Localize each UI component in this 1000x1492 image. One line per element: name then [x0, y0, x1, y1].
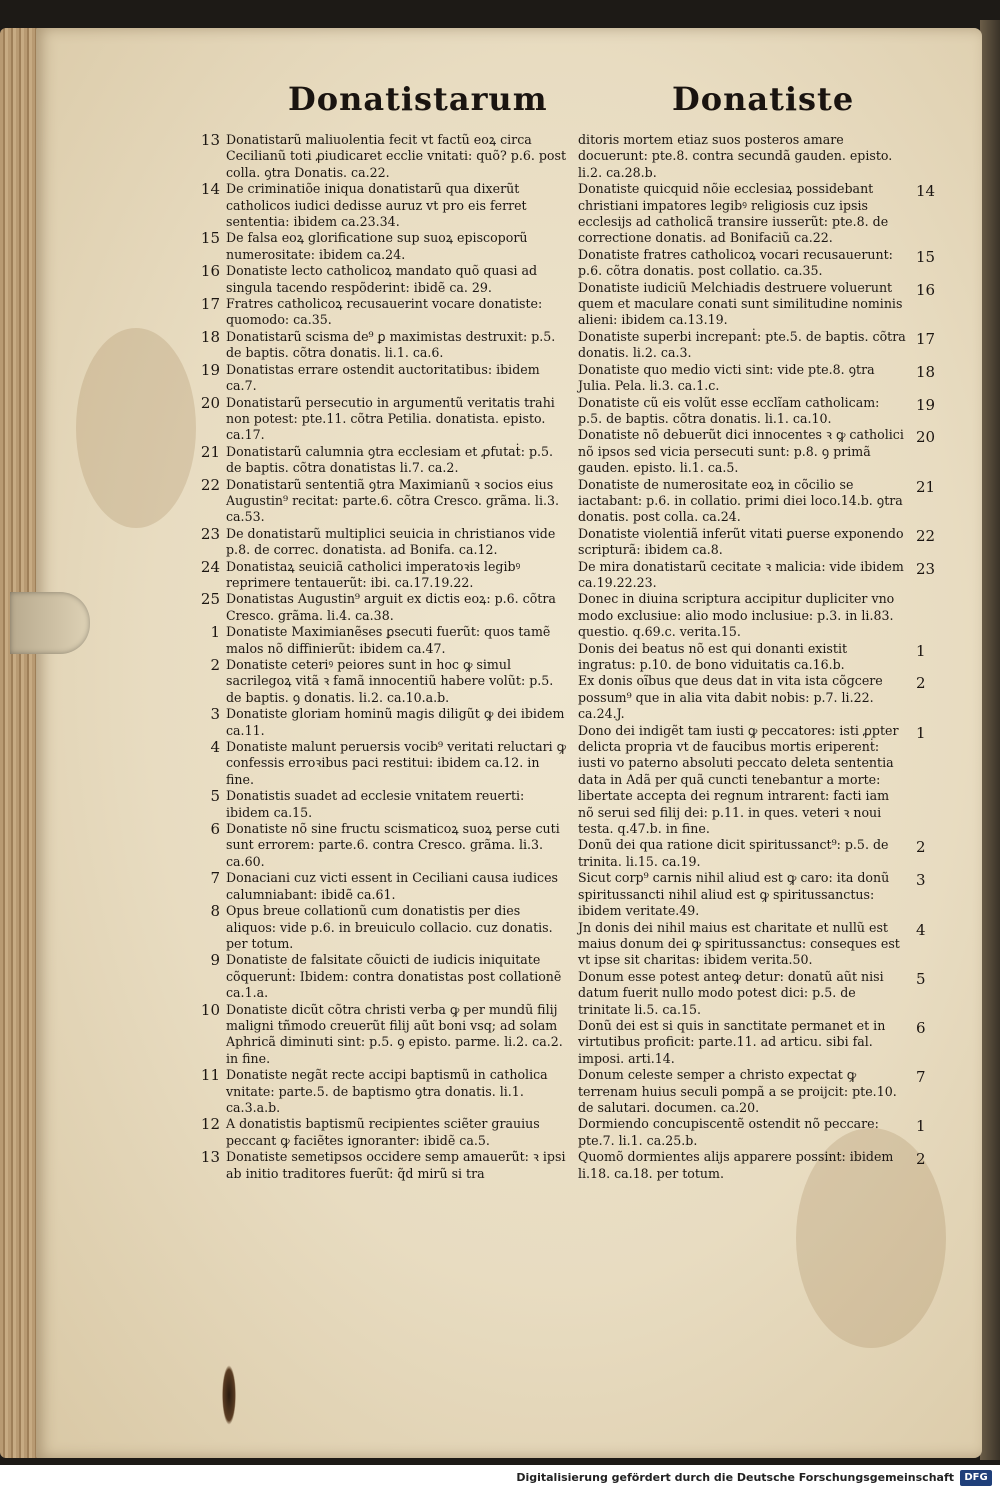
index-entry	[190, 870, 570, 903]
index-entry	[190, 444, 570, 477]
entry-text: Donatiste de numerositate eoꝝ in cõcilio se iactabant: p.6. in collatio. primi diei loco.14.b. ꝯtra donatis. post colla. ca.24.	[578, 476, 903, 525]
index-entry	[190, 1002, 570, 1068]
index-entry	[578, 394, 936, 428]
entry-text: Dono dei indigẽt tam iusti ꝙ peccatores: isti ꝓpter delicta propria vt de faucibus mortis eriperenṫ: iusti vo paterno absoluti peccato deleta sententia data in Adã per quã cuncti tenebantur a morte: libertate accepta dei regnum intrarent: facti iam nõ serui sed filij dei: p.11. in ques. veteri ꝛ noui testa. q.47.b. in fine.	[578, 722, 899, 837]
entry-number: 21	[200, 442, 220, 461]
entry-number: 13	[200, 131, 220, 149]
page-edge-shadow	[980, 20, 1000, 1460]
entry-number: 17	[916, 329, 936, 348]
dfg-logo: DFG	[960, 1470, 992, 1486]
entry-number: 3	[916, 871, 926, 890]
book-spine	[0, 28, 40, 1458]
entry-number: 15	[200, 229, 220, 248]
entry-number: 1	[210, 623, 220, 642]
entry-number: 2	[210, 656, 220, 674]
entry-text: ditoris mortem etiaz suos posteros amare docuerunt: pte.8. contra secundã gauden. episto. li.2. ca.28.b.	[578, 132, 893, 180]
entry-text: Donaciani cuz victi essent in Ceciliani causa iudices calumniabant: ibidẽ ca.61.	[226, 870, 558, 902]
index-entry	[578, 591, 906, 640]
entry-text: De falsa eoꝝ glorificatione sup suoꝝ episcoporũ numerositate: ibidem ca.24.	[226, 230, 528, 262]
entry-number: 6	[916, 1018, 926, 1037]
entry-number: 3	[210, 705, 220, 724]
left-column	[190, 132, 570, 1182]
index-entry	[578, 558, 936, 592]
entry-number: 4	[210, 738, 220, 757]
index-entry	[578, 361, 936, 395]
entry-number: 16	[200, 262, 220, 281]
entry-number: 19	[916, 395, 936, 414]
index-entry	[190, 296, 570, 329]
page-clasp-tab	[10, 592, 90, 654]
entry-number: 24	[200, 557, 220, 576]
ink-blot	[222, 1365, 236, 1425]
index-entry	[190, 181, 570, 230]
entry-text: Donatistarũ maliuolentia fecit vt factũ eoꝝ circa Cecilianũ toti ꝓiudicaret ecclie vnitati: quõ? p.6. post colla. ꝯtra Donatis. ca.22.	[226, 132, 567, 180]
index-entry	[578, 525, 936, 559]
entry-text: De criminatiõe iniqua donatistarũ qua dixerũt catholicos iudici dedisse auruz vt pro eis ferret sententia: ibidem ca.23.34.	[226, 181, 527, 230]
index-entry	[578, 870, 926, 919]
entry-text: Ex donis oĩbus que deus dat in vita ista cõgcere possum⁹ que in alia vita dabit nobis: p.7. li.22. ca.24.J.	[578, 673, 883, 722]
entry-text: Donatiste nõ debuerũt dici innocentes ꝛ ꝙ catholici nõ ipsos sed vicia persecuti sunt: p.8. ꝯ primã gauden. episto. li.1. ca.5.	[578, 427, 904, 476]
index-entry	[190, 1067, 570, 1116]
entry-text: Fratres catholicoꝝ recusauerint vocare donatiste: quomodo: ca.35.	[226, 296, 543, 328]
entry-number: 10	[200, 1000, 220, 1019]
index-entry	[190, 657, 570, 706]
entry-text: Donec in diuina scriptura accipitur dupliciter vno modo exclusiue: alio modo inclusiue: p.3. in li.83. questio. q.69.c. verita.15.	[578, 591, 895, 640]
entry-text: Donũ dei est si quis in sanctitate permanet et in virtutibus proficit: parte.11. ad articu. sibi fal. imposi. arti.14.	[578, 1017, 886, 1066]
entry-text: A donatistis baptismũ recipientes sciẽter grauius peccant ꝙ faciẽtes ignoranter: ibidẽ ca.5.	[226, 1116, 540, 1148]
entry-text: Donis dei beatus nõ est qui donanti existit ingratus: p.10. de bono viduitatis ca.16.b.	[578, 640, 848, 672]
footer-bar	[0, 1465, 1000, 1492]
index-entry	[190, 591, 570, 624]
entry-text: Donatiste Maximianẽses ꝑsecuti fuerũt: quos tamẽ malos nõ diffinierũt: ibidem ca.47.	[226, 624, 551, 656]
index-entry	[190, 952, 570, 1001]
entry-number: 4	[916, 920, 926, 939]
entry-text: De mira donatistarũ cecitate ꝛ malicia: vide ibidem ca.19.22.23.	[578, 558, 904, 590]
entry-text: Dormiendo concupiscentẽ ostendit nõ peccare: pte.7. li.1. ca.25.b.	[578, 1116, 879, 1148]
entry-text: Donatiste semetipsos occidere semp amauerũt: ꝛ ipsi ab initio traditores fuerũt: q̃d mirũ si tra	[226, 1149, 566, 1181]
entry-number: 9	[210, 951, 220, 970]
index-entry	[578, 476, 936, 526]
entry-number: 22	[916, 526, 936, 545]
entry-number: 5	[916, 969, 926, 988]
entry-number: 16	[916, 280, 936, 299]
index-entry	[578, 1116, 926, 1149]
entry-text: Opus breue collationũ cum donatistis per dies aliquos: vide p.6. in breuiculo collacio. cuz donatis. per totum.	[226, 903, 553, 951]
entry-number: 2	[916, 838, 926, 857]
entry-number: 5	[210, 787, 220, 806]
entry-text: Donatistarũ calumnia ꝯtra ecclesiam et ꝓfutaṫ: p.5. de baptis. cõtra donatistas li.7. ca.2.	[226, 443, 554, 476]
index-entry	[578, 640, 926, 674]
entry-number: 18	[916, 362, 936, 381]
index-entry	[578, 968, 926, 1018]
index-entry	[190, 821, 570, 870]
index-entry	[190, 1116, 570, 1149]
entry-number: 18	[200, 327, 220, 346]
index-entry	[578, 673, 926, 722]
entry-text: Donatiste fratres catholicoꝝ vocari recusauerunt: p.6. cõtra donatis. post collatio. ca.35.	[578, 246, 893, 279]
entry-number: 25	[200, 590, 220, 609]
index-entry	[190, 559, 570, 592]
paper-stain	[76, 328, 196, 528]
entry-number: 1	[916, 723, 926, 742]
entry-number: 12	[200, 1115, 220, 1134]
entry-text: Donatistas errare ostendit auctoritatibus: ibidem ca.7.	[226, 361, 540, 394]
entry-text: Quomõ dormientes alijs apparere possint: ibidem li.18. ca.18. per totum.	[578, 1149, 894, 1181]
entry-text: Donum celeste semper a christo expectat ꝙ terrenam huius seculi pompã a se proijcit: pte.10. de salutari. documen. ca.20.	[578, 1067, 897, 1115]
index-entry	[190, 903, 570, 952]
index-entry	[190, 706, 570, 739]
entry-number: 14	[200, 180, 220, 199]
heading-left: Donatistarum	[288, 80, 548, 118]
entry-text: Donatistarũ scisma de⁹ ꝑ maximistas destruxit: p.5. de baptis. cõtra donatis. li.1. ca.6.	[226, 328, 556, 361]
entry-number: 14	[916, 182, 936, 201]
entry-text: Donatiste negãt recte accipi baptismũ in catholica vnitate: parte.5. de baptismo ꝯtra donatis. li.1. ca.3.a.b.	[226, 1067, 548, 1115]
entry-number: 15	[916, 247, 936, 266]
index-entry	[190, 230, 570, 263]
index-entry	[578, 328, 936, 362]
heading-right: Donatiste	[672, 80, 855, 118]
entry-number: 20	[200, 393, 220, 412]
entry-number: 19	[200, 360, 220, 379]
index-entry	[190, 329, 570, 362]
index-entry	[578, 427, 936, 476]
index-entry	[578, 837, 926, 870]
entry-number: 20	[916, 428, 936, 447]
entry-text: Donatiste cũ eis volũt esse ecclĩam catholicam: p.5. de baptis. cõtra donatis. li.1. ca.10.	[578, 394, 880, 426]
entry-text: Sicut corp⁹ carnis nihil aliud est ꝙ caro: ita donũ spiritussancti nihil aliud est ꝙ spiritussanctus: ibidem veritate.49.	[578, 870, 890, 919]
entry-text: Donatistarũ sententiã ꝯtra Maximianũ ꝛ socios eius Augustin⁹ recitat: parte.6. cõtra Cresco. grãma. li.3. ca.53.	[226, 476, 559, 525]
entry-text: Donatiste malunt peruersis vocib⁹ veritati reluctari ꝙ confessis erroꝛibus paci restitui: ibidem ca.12. in fine.	[226, 739, 567, 787]
entry-number: 13	[200, 1148, 220, 1167]
index-entry	[190, 739, 570, 788]
entry-number: 2	[916, 674, 926, 693]
right-column	[578, 132, 936, 1182]
entry-text: Donatiste violentiã inferũt vitati ꝑuerse exponendo scripturã: ibidem ca.8.	[578, 525, 904, 558]
entry-number: 7	[916, 1068, 926, 1087]
entry-text: Donatiste de falsitate cõuicti de iudicis iniquitate cõquerunṫ: Ibidem: contra donatistas post collationẽ ca.1.a.	[226, 952, 562, 1001]
index-entry	[190, 263, 570, 296]
index-entry	[578, 246, 936, 280]
entry-text: Donatistis suadet ad ecclesie vnitatem reuerti: ibidem ca.15.	[226, 788, 525, 820]
entry-text: Donatistaꝝ seuiciã catholici imperatoꝛis legibꝰ reprimere tentauerũt: ibi. ca.17.19.22.	[226, 558, 521, 590]
entry-number: 1	[916, 641, 926, 660]
entry-number: 23	[200, 524, 220, 543]
entry-text: Donum esse potest anteꝙ detur: donatũ aũt nisi datum fuerit nullo modo potest dici: p.5. de trinitate li.5. ca.15.	[578, 968, 884, 1017]
index-entry	[578, 132, 906, 181]
entry-number: 23	[916, 559, 936, 578]
index-entry	[190, 395, 570, 444]
entry-number: 2	[916, 1150, 926, 1169]
index-entry	[190, 132, 570, 181]
entry-text: Donatiste quo medio victi sint: vide pte.8. ꝯtra Julia. Pela. li.3. ca.1.c.	[578, 361, 875, 394]
entry-text: Jn donis dei nihil maius est charitate et nullũ est maius donum dei ꝙ spiritussanctus: conseques est vt ipse sit charitas: ibidem verita.50.	[578, 919, 900, 968]
index-entry	[578, 919, 926, 969]
entry-number: 17	[200, 295, 220, 314]
entry-text: Donatiste gloriam hominũ magis diligũt ꝙ dei ibidem ca.11.	[226, 706, 565, 738]
index-entry	[190, 1149, 570, 1182]
index-entry	[190, 624, 570, 657]
footer-credit: Digitalisierung gefördert durch die Deutsche Forschungsgemeinschaft	[516, 1471, 954, 1484]
entry-text: Donatiste lecto catholicoꝝ mandato quõ quasi ad singula tacendo respõderint: ibidẽ ca. 29.	[226, 263, 538, 295]
index-entry	[190, 362, 570, 395]
entry-text: Donũ dei qua ratione dicit spiritussanct⁹: p.5. de trinita. li.15. ca.19.	[578, 837, 889, 869]
entry-text: Donatiste dicũt cõtra christi verba ꝙ per mundũ filij maligni tñmodo creuerũt filij aũt boni vsq; ad solam Aphricã diminuti sint: p.5. ꝯ episto. parme. li.2. ca.2. in fine.	[226, 1001, 563, 1066]
entry-text: Donatistarũ persecutio in argumentũ veritatis trahi non potest: pte.11. cõtra Petilia. donatista. episto. ca.17.	[226, 394, 555, 443]
entry-text: De donatistarũ multiplici seuicia in christianos vide p.8. de correc. donatista. ad Bonifa. ca.12.	[226, 525, 556, 558]
entry-number: 1	[916, 1117, 926, 1136]
entry-text: Donatiste iudiciũ Melchiadis destruere voluerunt quem et maculare conati sunt similitudine nominis alieni: ibidem ca.13.19.	[578, 279, 903, 328]
entry-number: 22	[200, 475, 220, 494]
entry-number: 6	[210, 820, 220, 839]
index-entry	[578, 1067, 926, 1116]
entry-text: Donatiste quicquid nõie ecclesiaꝝ possidebant christiani impatores legibꝰ religiosis cuz ipsis ecclesijs ad catholicã transire iusserũt: pte.8. de correctione donatis. ad Bonifaciũ ca.22.	[578, 181, 889, 246]
index-entry	[190, 526, 570, 559]
entry-text: Donatiste superbi increpanṫ: pte.5. de baptis. cõtra donatis. li.2. ca.3.	[578, 328, 906, 361]
entry-text: Donatiste ceteriꝰ peiores sunt in hoc ꝙ simul sacrilegoꝝ vitã ꝛ famã innocentiũ habere volũt: p.5. de baptis. ꝯ donatis. li.2. ca.10.a.b.	[226, 657, 554, 705]
index-entry	[578, 181, 936, 247]
entry-text: Donatistas Augustin⁹ arguit ex dictis eoꝝ: p.6. cõtra Cresco. grãma. li.4. ca.38.	[226, 591, 556, 623]
index-entry	[578, 1149, 926, 1182]
index-entry	[578, 279, 936, 329]
index-entry	[578, 722, 926, 838]
index-entry	[190, 788, 570, 821]
entry-number: 11	[200, 1066, 220, 1085]
entry-number: 8	[210, 902, 220, 921]
entry-number: 21	[916, 477, 936, 496]
entry-text: Donatiste nõ sine fructu scismaticoꝝ suoꝝ perse cuti sunt errorem: parte.6. contra Cresco. grãma. li.3. ca.60.	[226, 821, 560, 869]
index-entry	[190, 477, 570, 526]
entry-number: 7	[210, 869, 220, 888]
index-entry	[578, 1017, 926, 1067]
